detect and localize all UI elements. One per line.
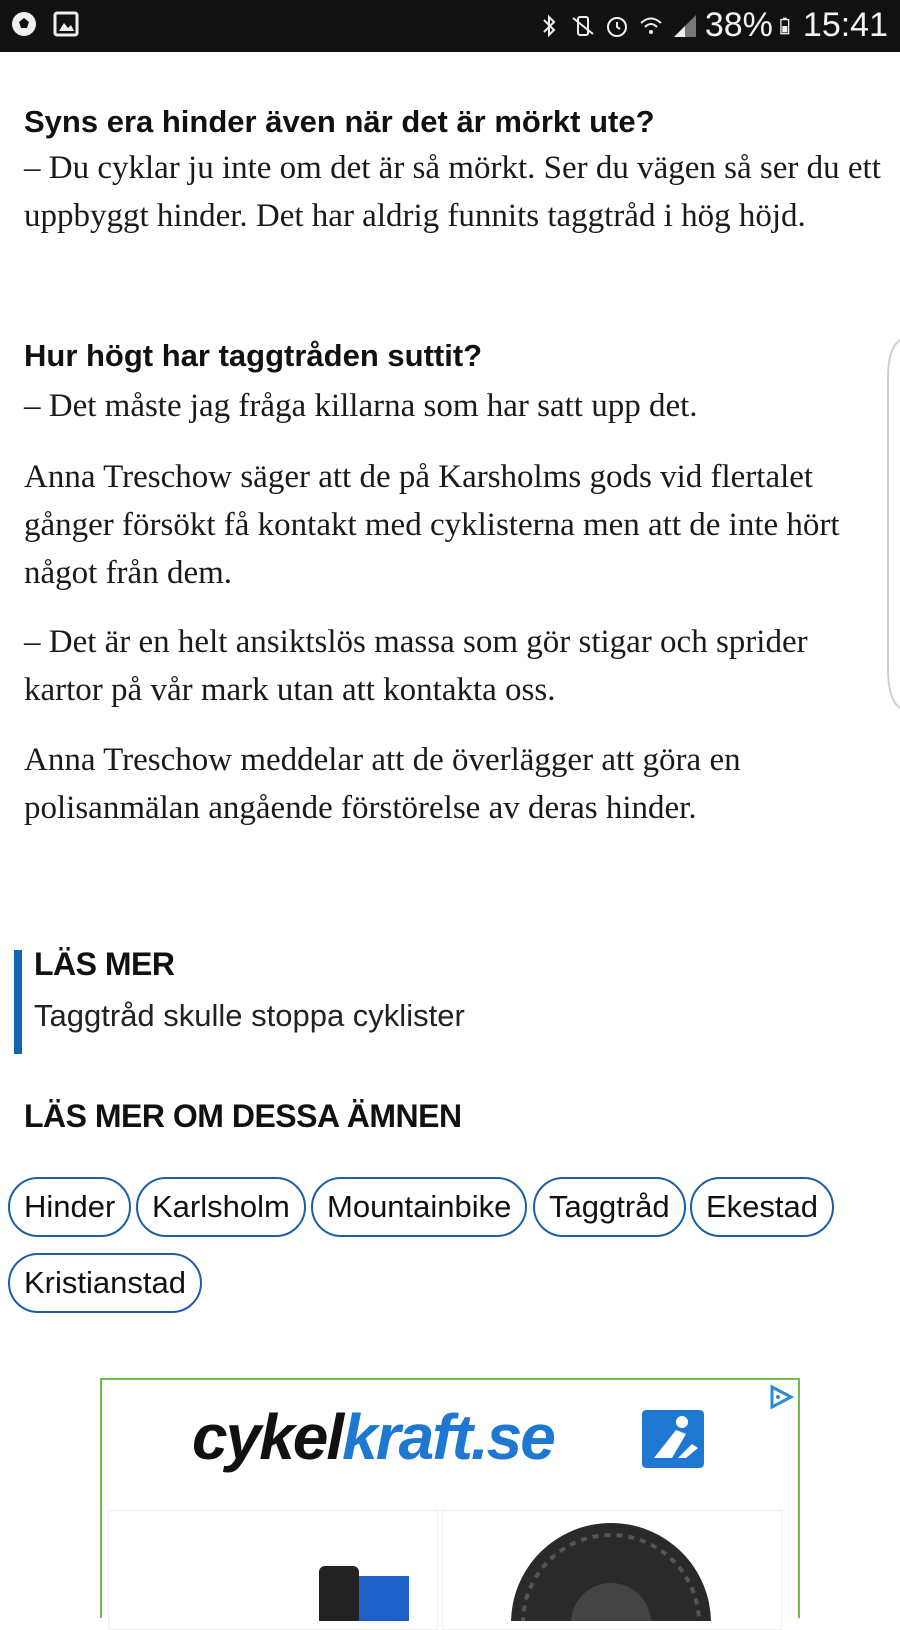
topics-heading: LÄS MER OM DESSA ÄMNEN: [24, 1098, 462, 1134]
topic-tag-karlsholm[interactable]: Karlsholm: [136, 1177, 306, 1237]
battery-percent: 38%: [704, 6, 773, 44]
topic-tag-kristianstad[interactable]: Kristianstad: [8, 1253, 202, 1313]
signal-icon: [671, 12, 699, 40]
topic-tag-taggtrad[interactable]: Taggtråd: [533, 1177, 686, 1237]
status-bar: [0, 0, 900, 52]
article-paragraph: – Du cyklar ju inte om det är så mörkt. Ser du vägen så ser du ett uppbyggt hinder. Det har aldrig funnits taggtråd i hög höjd.: [24, 150, 881, 234]
topic-tag-ekestad[interactable]: Ekestad: [690, 1177, 834, 1237]
topic-tag-mountainbike[interactable]: Mountainbike: [311, 1177, 527, 1237]
alarm-icon: [603, 12, 631, 40]
article-paragraph: Anna Treschow meddelar att de överlägger att göra en polisanmälan angående förstörelse av deras hinder.: [24, 742, 741, 826]
article-paragraph: Anna Treschow säger att de på Karsholms gods vid flertalet gånger försökt få kontakt med cyklisterna men att de inte hört något från dem.: [24, 459, 840, 591]
cyclist-logo-icon: [642, 1410, 704, 1468]
read-more-title: LÄS MER: [34, 946, 175, 982]
ad-choices-icon[interactable]: [766, 1382, 796, 1412]
gallery-icon: [52, 10, 80, 38]
vibrate-icon: [569, 12, 597, 40]
advertisement[interactable]: [100, 1378, 800, 1618]
bike-part-image: [109, 1511, 439, 1621]
ad-logo-text-black: cykel: [192, 1401, 343, 1473]
ad-logo: [192, 1400, 554, 1474]
ad-product-right[interactable]: [442, 1510, 782, 1630]
edge-panel-handle[interactable]: [886, 338, 900, 710]
article-question: Syns era hinder även när det är mörkt ute?: [24, 104, 655, 139]
read-more-link[interactable]: Taggtråd skulle stoppa cyklister: [34, 998, 465, 1033]
chainring-image: [443, 1511, 783, 1621]
battery-icon: [779, 12, 797, 40]
article-paragraph: – Det måste jag fråga killarna som har satt upp det.: [24, 388, 698, 424]
bluetooth-icon: [535, 12, 563, 40]
wifi-icon: [637, 12, 665, 40]
article-question: Hur högt har taggtråden suttit?: [24, 338, 483, 373]
ad-product-left[interactable]: [108, 1510, 438, 1630]
read-more-box[interactable]: [14, 946, 874, 1056]
topic-tag-hinder[interactable]: Hinder: [8, 1177, 131, 1237]
soccer-ball-icon: [10, 10, 38, 38]
article-paragraph: – Det är en helt ansiktslös massa som gör stigar och sprider kartor på vår mark utan att kontakta oss.: [24, 624, 808, 708]
read-more-accent-bar: [14, 950, 22, 1054]
ad-logo-text-blue: kraft.se: [342, 1401, 554, 1473]
clock: 15:41: [802, 6, 888, 44]
